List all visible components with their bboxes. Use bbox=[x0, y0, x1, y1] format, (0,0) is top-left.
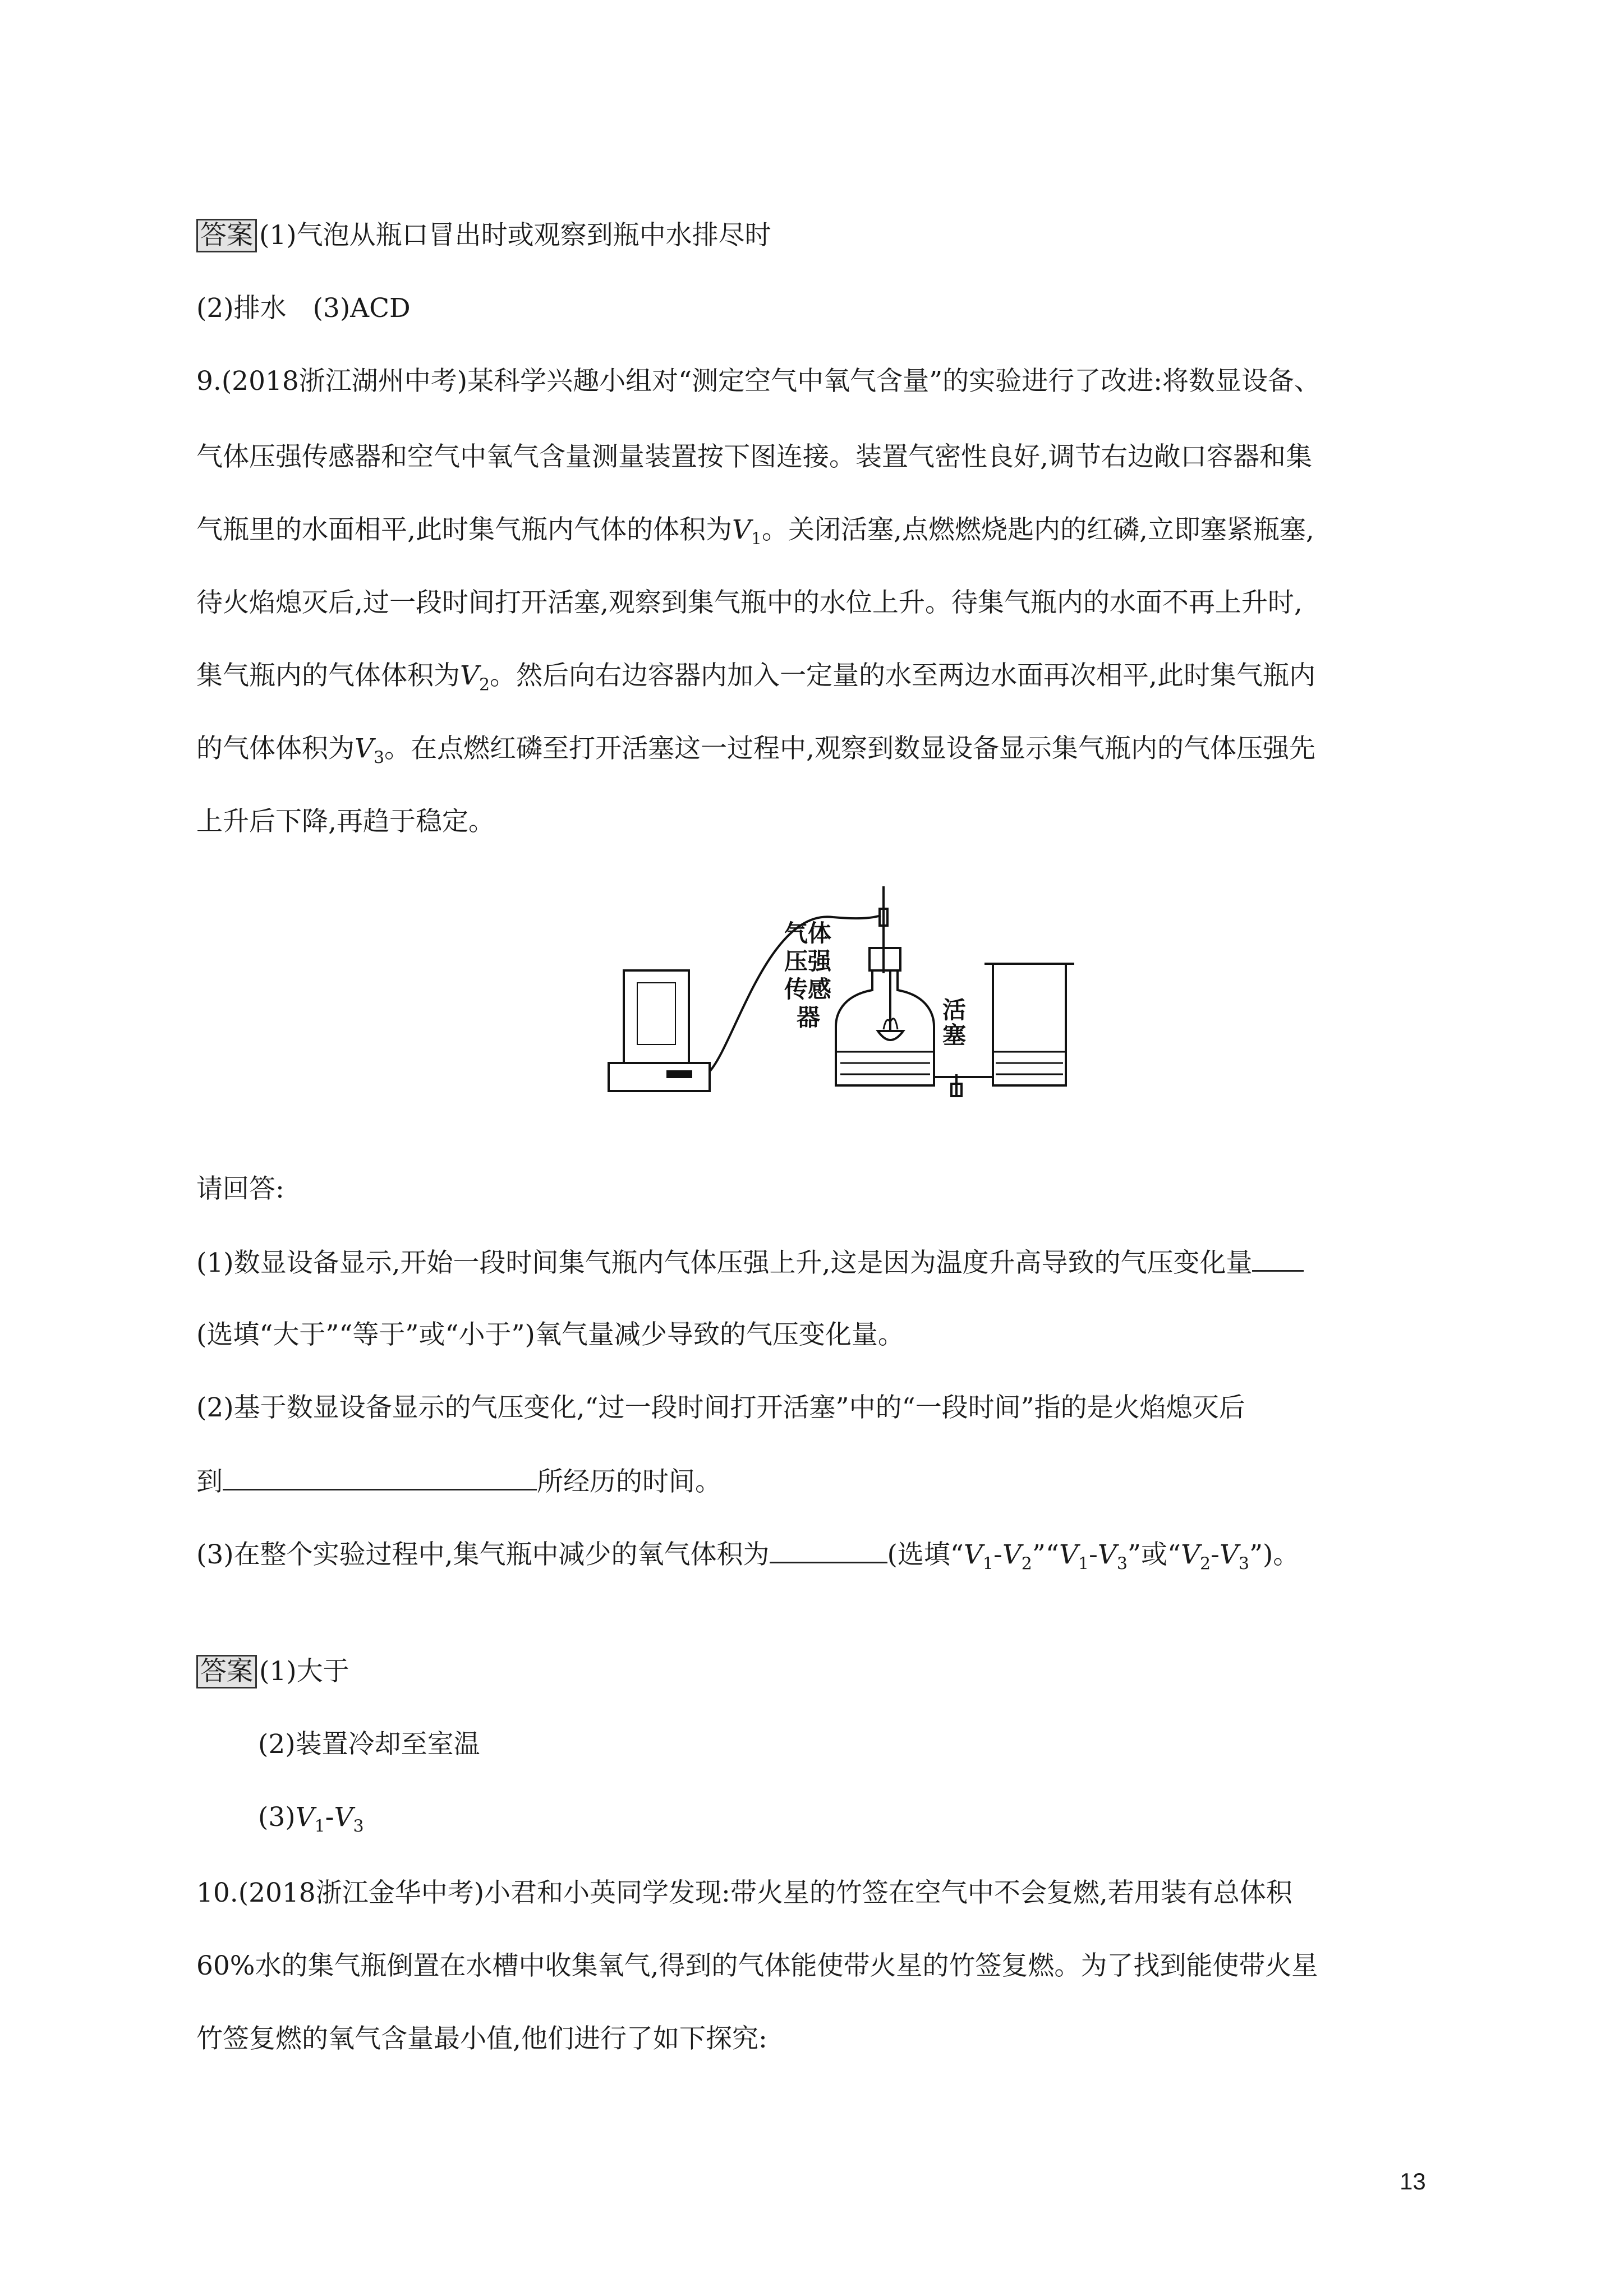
answer-blank[interactable] bbox=[1252, 1245, 1304, 1272]
display-base-icon bbox=[609, 1063, 710, 1091]
svg-text:气: 气 bbox=[784, 919, 808, 947]
question-text: 气体压强传感器和空气中氧气含量测量装置按下图连接。装置气密性良好,调节右边敞口容器和集 bbox=[196, 441, 1312, 472]
answer-text: (2)排水 (3)ACD bbox=[196, 293, 411, 324]
svg-text:体: 体 bbox=[808, 919, 832, 947]
question-text: 的气体体积为$V_3$。在点燃红磷至打开活塞这一过程中,观察到数显设备显示集气瓶内的气体压强先 bbox=[196, 733, 1315, 768]
stopper-icon bbox=[869, 948, 900, 970]
answer-tag: 答案 bbox=[196, 1655, 257, 1688]
question-text: 气瓶里的水面相平,此时集气瓶内气体的体积为$V_1$。关闭活塞,点燃燃烧匙内的红磷,立即塞紧瓶塞, bbox=[196, 514, 1314, 549]
answer-line bbox=[196, 1655, 349, 1688]
answer-text: $(3)V_1-V_3$ bbox=[258, 1802, 364, 1837]
svg-text:活: 活 bbox=[942, 996, 967, 1024]
open-container-icon bbox=[984, 964, 1074, 1085]
svg-text:塞: 塞 bbox=[942, 1022, 967, 1049]
page-number: 13 bbox=[1400, 2168, 1426, 2194]
question-text: 待火焰熄灭后,过一段时间打开活塞,观察到集气瓶中的水位上升。待集气瓶内的水面不再上升时, bbox=[196, 587, 1303, 618]
answer-text: (1)气泡从瓶口冒出时或观察到瓶中水排尽时 bbox=[259, 220, 771, 251]
answer-blank[interactable] bbox=[770, 1537, 887, 1563]
question-text: 60%水的集气瓶倒置在水槽中收集氧气,得到的气体能使带火星的竹签复燃。为了找到能使带火星 bbox=[196, 1950, 1318, 1981]
gas-bottle-icon bbox=[836, 970, 934, 1085]
water-container-icon bbox=[993, 1052, 1066, 1074]
subquestion-text: (1)数显设备显示,开始一段时间集气瓶内气体压强上升,这是因为温度升高导致的气压变化量 bbox=[196, 1245, 1304, 1280]
answer-text: (1)大于 bbox=[259, 1656, 349, 1687]
water-bottle-icon bbox=[836, 1052, 934, 1074]
apparatus-diagram bbox=[606, 875, 1077, 1099]
display-screen-icon bbox=[624, 970, 689, 1063]
answer-blank[interactable] bbox=[223, 1464, 537, 1490]
sensor-label bbox=[784, 919, 832, 1031]
svg-text:感: 感 bbox=[808, 976, 832, 1003]
subquestion-text: (选填“大于”“等于”或“小于”)氧气量减少导致的气压变化量。 bbox=[196, 1319, 904, 1350]
svg-text:强: 强 bbox=[808, 947, 832, 975]
question-text: 集气瓶内的气体体积为$V_2$。然后向右边容器内加入一定量的水至两边水面再次相平,此时集气瓶内 bbox=[196, 660, 1315, 695]
question-text: 竹签复燃的氧气含量最小值,他们进行了如下探究: bbox=[196, 2023, 767, 2054]
prompt-text: 请回答: bbox=[196, 1174, 284, 1204]
question-text: 上升后下降,再趋于稳定。 bbox=[196, 806, 495, 837]
question-text: 9.(2018浙江湖州中考)某科学兴趣小组对“测定空气中氧气含量”的实验进行了改进:将数显设备、 bbox=[196, 366, 1321, 397]
answer-text: (2)装置冷却至室温 bbox=[258, 1729, 480, 1760]
answer-line bbox=[196, 219, 771, 252]
svg-text:压: 压 bbox=[784, 947, 808, 975]
subquestion-text: (3)在整个实验过程中,集气瓶中减少的氧气体积为 (选填“$V_1-V_2”“V_1-V_3$”或“$V_2-V_3$”)。 bbox=[196, 1537, 1299, 1581]
subquestion-text: 到 所经历的时间。 bbox=[196, 1464, 721, 1499]
question-text: 10.(2018浙江金华中考)小君和小英同学发现:带火星的竹签在空气中不会复燃,若用装有总体积 bbox=[196, 1878, 1292, 1908]
answer-tag: 答案 bbox=[196, 219, 257, 252]
valve-label bbox=[942, 996, 966, 1049]
svg-text:传: 传 bbox=[784, 976, 808, 1003]
subquestion-text: (2)基于数显设备显示的气压变化,“过一段时间打开活塞”中的“一段时间”指的是火焰熄灭后 bbox=[196, 1392, 1245, 1423]
svg-text:器: 器 bbox=[797, 1004, 821, 1031]
